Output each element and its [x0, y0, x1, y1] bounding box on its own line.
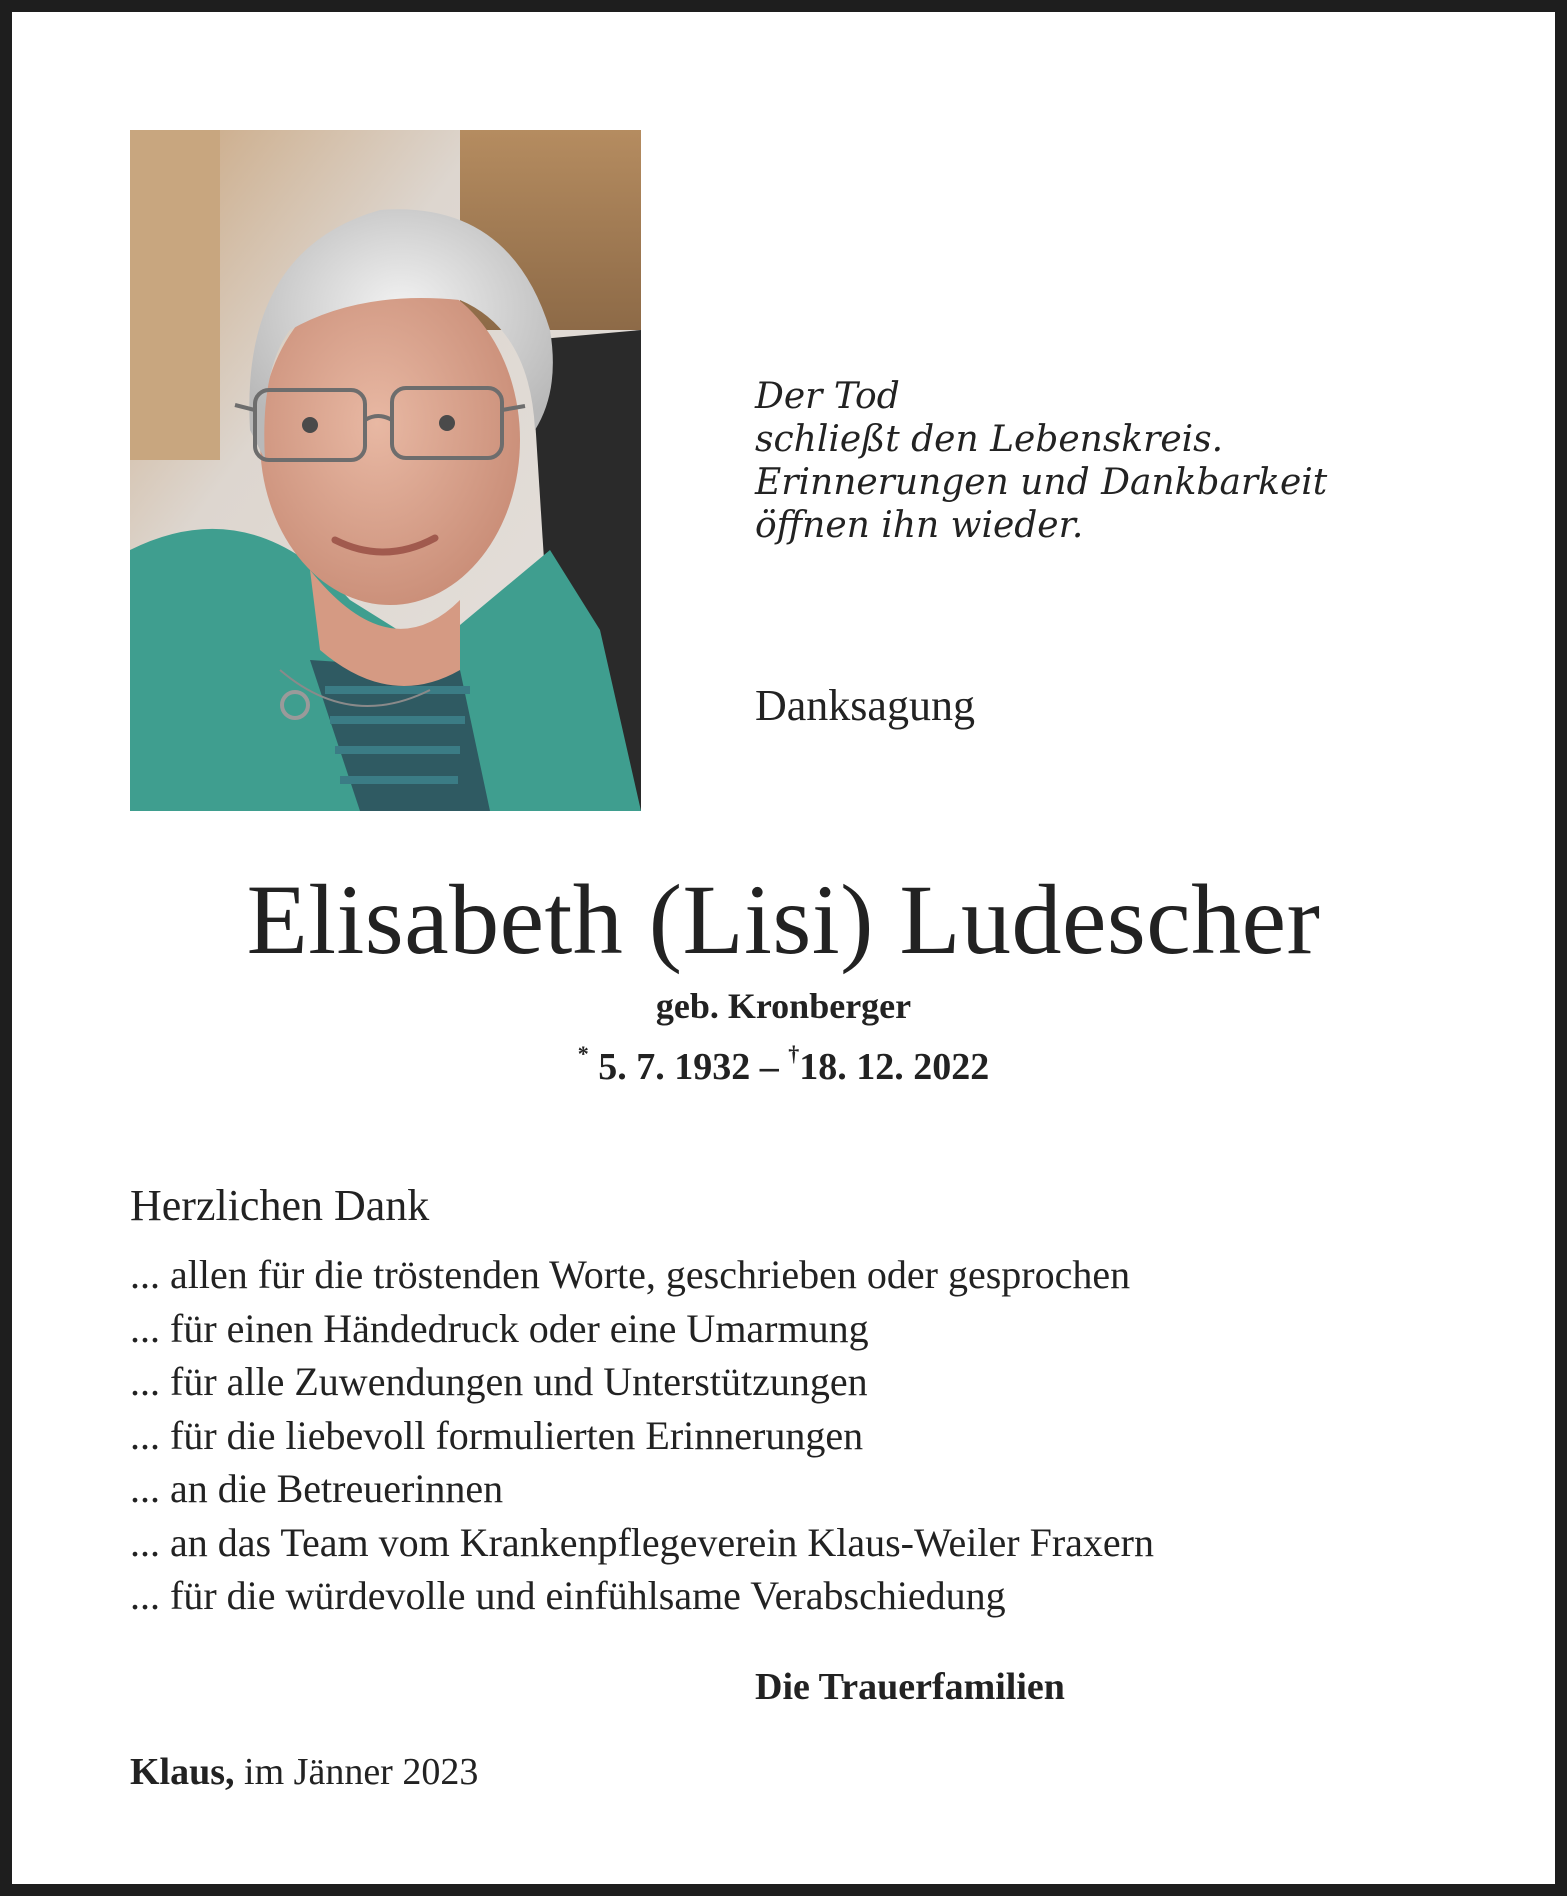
death-date: 18. 12. 2022 — [799, 1046, 990, 1088]
date-text: im Jänner 2023 — [244, 1751, 479, 1793]
signature: Die Trauerfamilien — [755, 1666, 1065, 1708]
thanks-item: ... an das Team vom Krankenpflegeverein Klaus-Weiler Fraxern — [130, 1519, 1154, 1565]
quote-line: Der Tod — [755, 376, 900, 417]
place-date — [130, 1750, 478, 1794]
danksagung-heading: Danksagung — [755, 681, 975, 730]
thanks-item: ... an die Betreuerinnen — [130, 1466, 504, 1511]
date-separator: – — [759, 1046, 779, 1088]
birth-symbol: * — [577, 1041, 589, 1067]
portrait-photo — [130, 130, 641, 811]
thanks-item: ... allen für die tröstenden Worte, geschrieben oder gesprochen — [130, 1252, 1131, 1297]
quote-line: öffnen ihn wieder. — [755, 505, 1084, 546]
deceased-name: Elisabeth (Lisi) Ludescher — [246, 864, 1321, 975]
quote-line: Erinnerungen und Dankbarkeit — [755, 462, 1328, 503]
place: Klaus, — [130, 1751, 235, 1793]
thanks-item: ... für die würdevolle und einfühlsame Verabschiedung — [130, 1573, 1006, 1618]
death-symbol: † — [788, 1041, 800, 1067]
life-dates — [0, 1041, 1567, 1089]
thanks-item: ... für die liebevoll formulierten Erinnerungen — [130, 1412, 864, 1458]
quote-line: schließt den Lebenskreis. — [755, 419, 1224, 460]
birth-date: 5. 7. 1932 — [598, 1046, 751, 1088]
thanks-heading: Herzlichen Dank — [130, 1181, 430, 1230]
memorial-quote — [755, 375, 1327, 547]
thanks-item: ... für einen Händedruck oder eine Umarmung — [130, 1305, 869, 1351]
thanks-item: ... für alle Zuwendungen und Unterstützungen — [130, 1359, 868, 1404]
thanks-list — [130, 1248, 1154, 1623]
maiden-name: geb. Kronberger — [655, 986, 912, 1026]
